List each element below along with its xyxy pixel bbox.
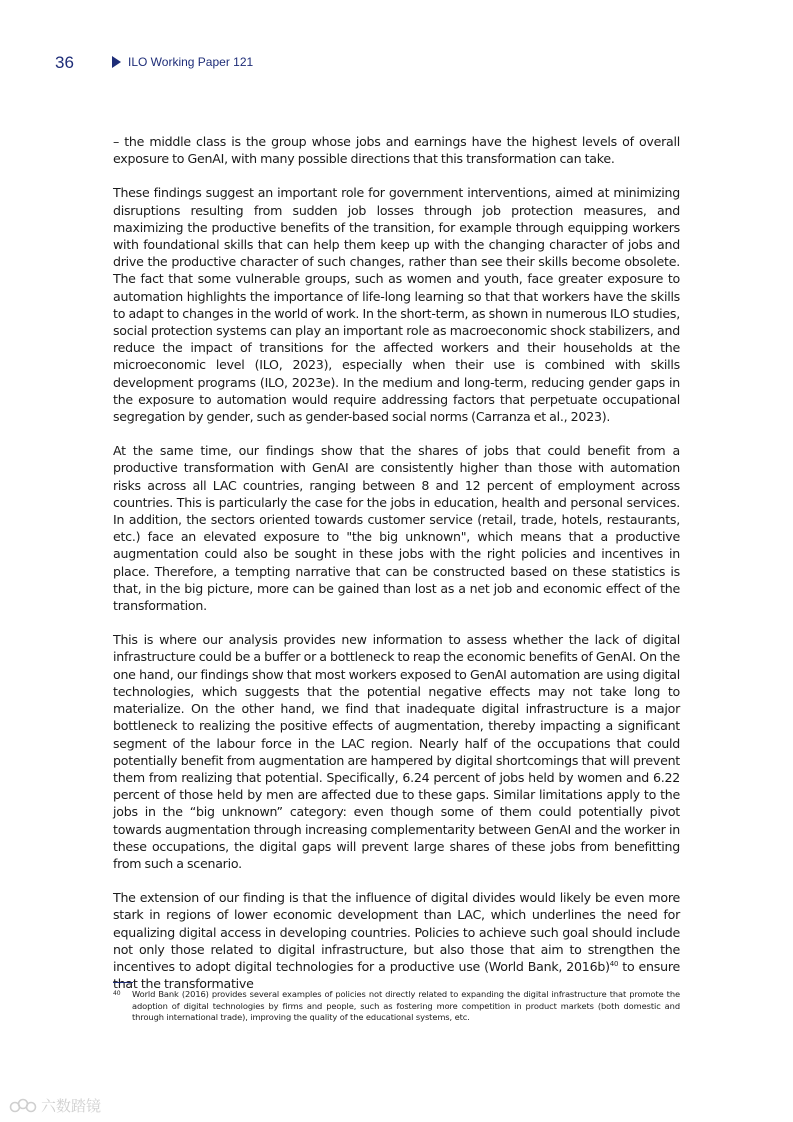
paragraph-3: At the same time, our findings show that the shares of jobs that could benefit from a productive transformation with GenAI are consistently higher than those with automation risks across all LAC countries, ranging between 8 and 12 percent of employment across countries. This is particularly the case for the jobs in education, health and personal services. In addition, the sectors oriented towards customer service (retail, trade, hotels, restaurants, etc.) face an elevated exposure to "the big unknown", which means that a productive augmentation could also be sought in these jobs with the right policies and incentives in place. Therefore, a tempting narrative that can be constructed based on these statistics is that, in the big picture, more can be gained than lost as a net job and economic effect of the transformation. <box>113 443 680 614</box>
footnote-number: 40 <box>113 990 121 997</box>
footnote <box>113 989 680 1024</box>
footnote-reference[interactable]: 40 <box>609 959 619 968</box>
running-header <box>112 55 253 69</box>
paragraph-5-text: The extension of our finding is that the influence of digital divides would likely be even more stark in regions of lower economic development than LAC, which underlines the need for equalizing digital access in developing countries. Policies to achieve such goal should include not only those related to digital infrastructure, but also those that aim to strengthen the incentives to adopt digital technologies for a productive use (World Bank, 2016b) <box>113 890 680 974</box>
footnote-text: World Bank (2016) provides several examples of policies not directly related to expanding the digital infrastructure that promote the adoption of digital technologies by firms and people, such as fostering more competition in product markets (both domestic and through international trade), improving the quality of the educational systems, etc. <box>132 989 680 1022</box>
watermark-logo-icon <box>9 1097 37 1115</box>
watermark <box>9 1095 101 1116</box>
paragraph-5 <box>113 889 680 992</box>
body-text <box>113 133 680 1009</box>
paragraph-4: This is where our analysis provides new information to assess whether the lack of digital infrastructure could be a buffer or a bottleneck to reap the economic benefits of GenAI. On the one hand, our findings show that most workers exposed to GenAI automation are using digital technologies, which suggests that the potential negative effects may not take long to materialize. On the other hand, we find that inadequate digital infrastructure is a major bottleneck to realizing the positive effects of augmentation, thereby impacting a significant segment of the labour force in the LAC region. Nearly half of the occupations that could potentially benefit from augmentation are hampered by digital shortcomings that will prevent them from realizing that potential. Specifically, 6.24 percent of jobs held by women and 6.22 percent of those held by men are affected due to these gaps. Similar limitations apply to the jobs in the “big unknown” category: even though some of them could potentially pivot towards augmentation through increasing complementarity between GenAI and the worker in these occupations, the digital gaps will prevent large shares of these jobs from benefitting from such a scenario. <box>113 632 680 871</box>
watermark-label: 六数踏镜 <box>41 1097 102 1115</box>
running-title: ILO Working Paper 121 <box>128 55 254 69</box>
paragraph-2: These findings suggest an important role for government interventions, aimed at minimizing disruptions resulting from sudden job losses through job protection measures, and maximizing the productive benefits of the transition, for example through equipping workers with foundational skills that can help them keep up with the changing character of jobs and drive the productive character of such changes, rather than see their skills become obsolete. The fact that some vulnerable groups, such as women and youth, face greater exposure to automation highlights the importance of life-long learning so that that workers have the skills to adapt to changes in the world of work. In the short-term, as shown in numerous ILO studies, social protection systems can play an important role as macroeconomic shock stabilizers, and reduce the impact of transitions for the affected workers and their households at the microeconomic level (ILO, 2023), especially when their use is combined with skills development programs (ILO, 2023e). In the medium and long-term, reducing gender gaps in the exposure to automation would require addressing factors that perpetuate occupational segregation by gender, such as gender-based social norms (Carranza et al., 2023). <box>113 185 680 425</box>
paragraph-5-continuation: to ensure that the transformative <box>113 958 680 992</box>
paragraph-1: – the middle class is the group whose jobs and earnings have the highest levels of overall exposure to GenAI, with many possible directions that this transformation can take. <box>113 134 680 167</box>
page-number: 36 <box>55 53 74 72</box>
footnote-divider <box>113 982 133 983</box>
play-triangle-icon <box>112 56 121 68</box>
